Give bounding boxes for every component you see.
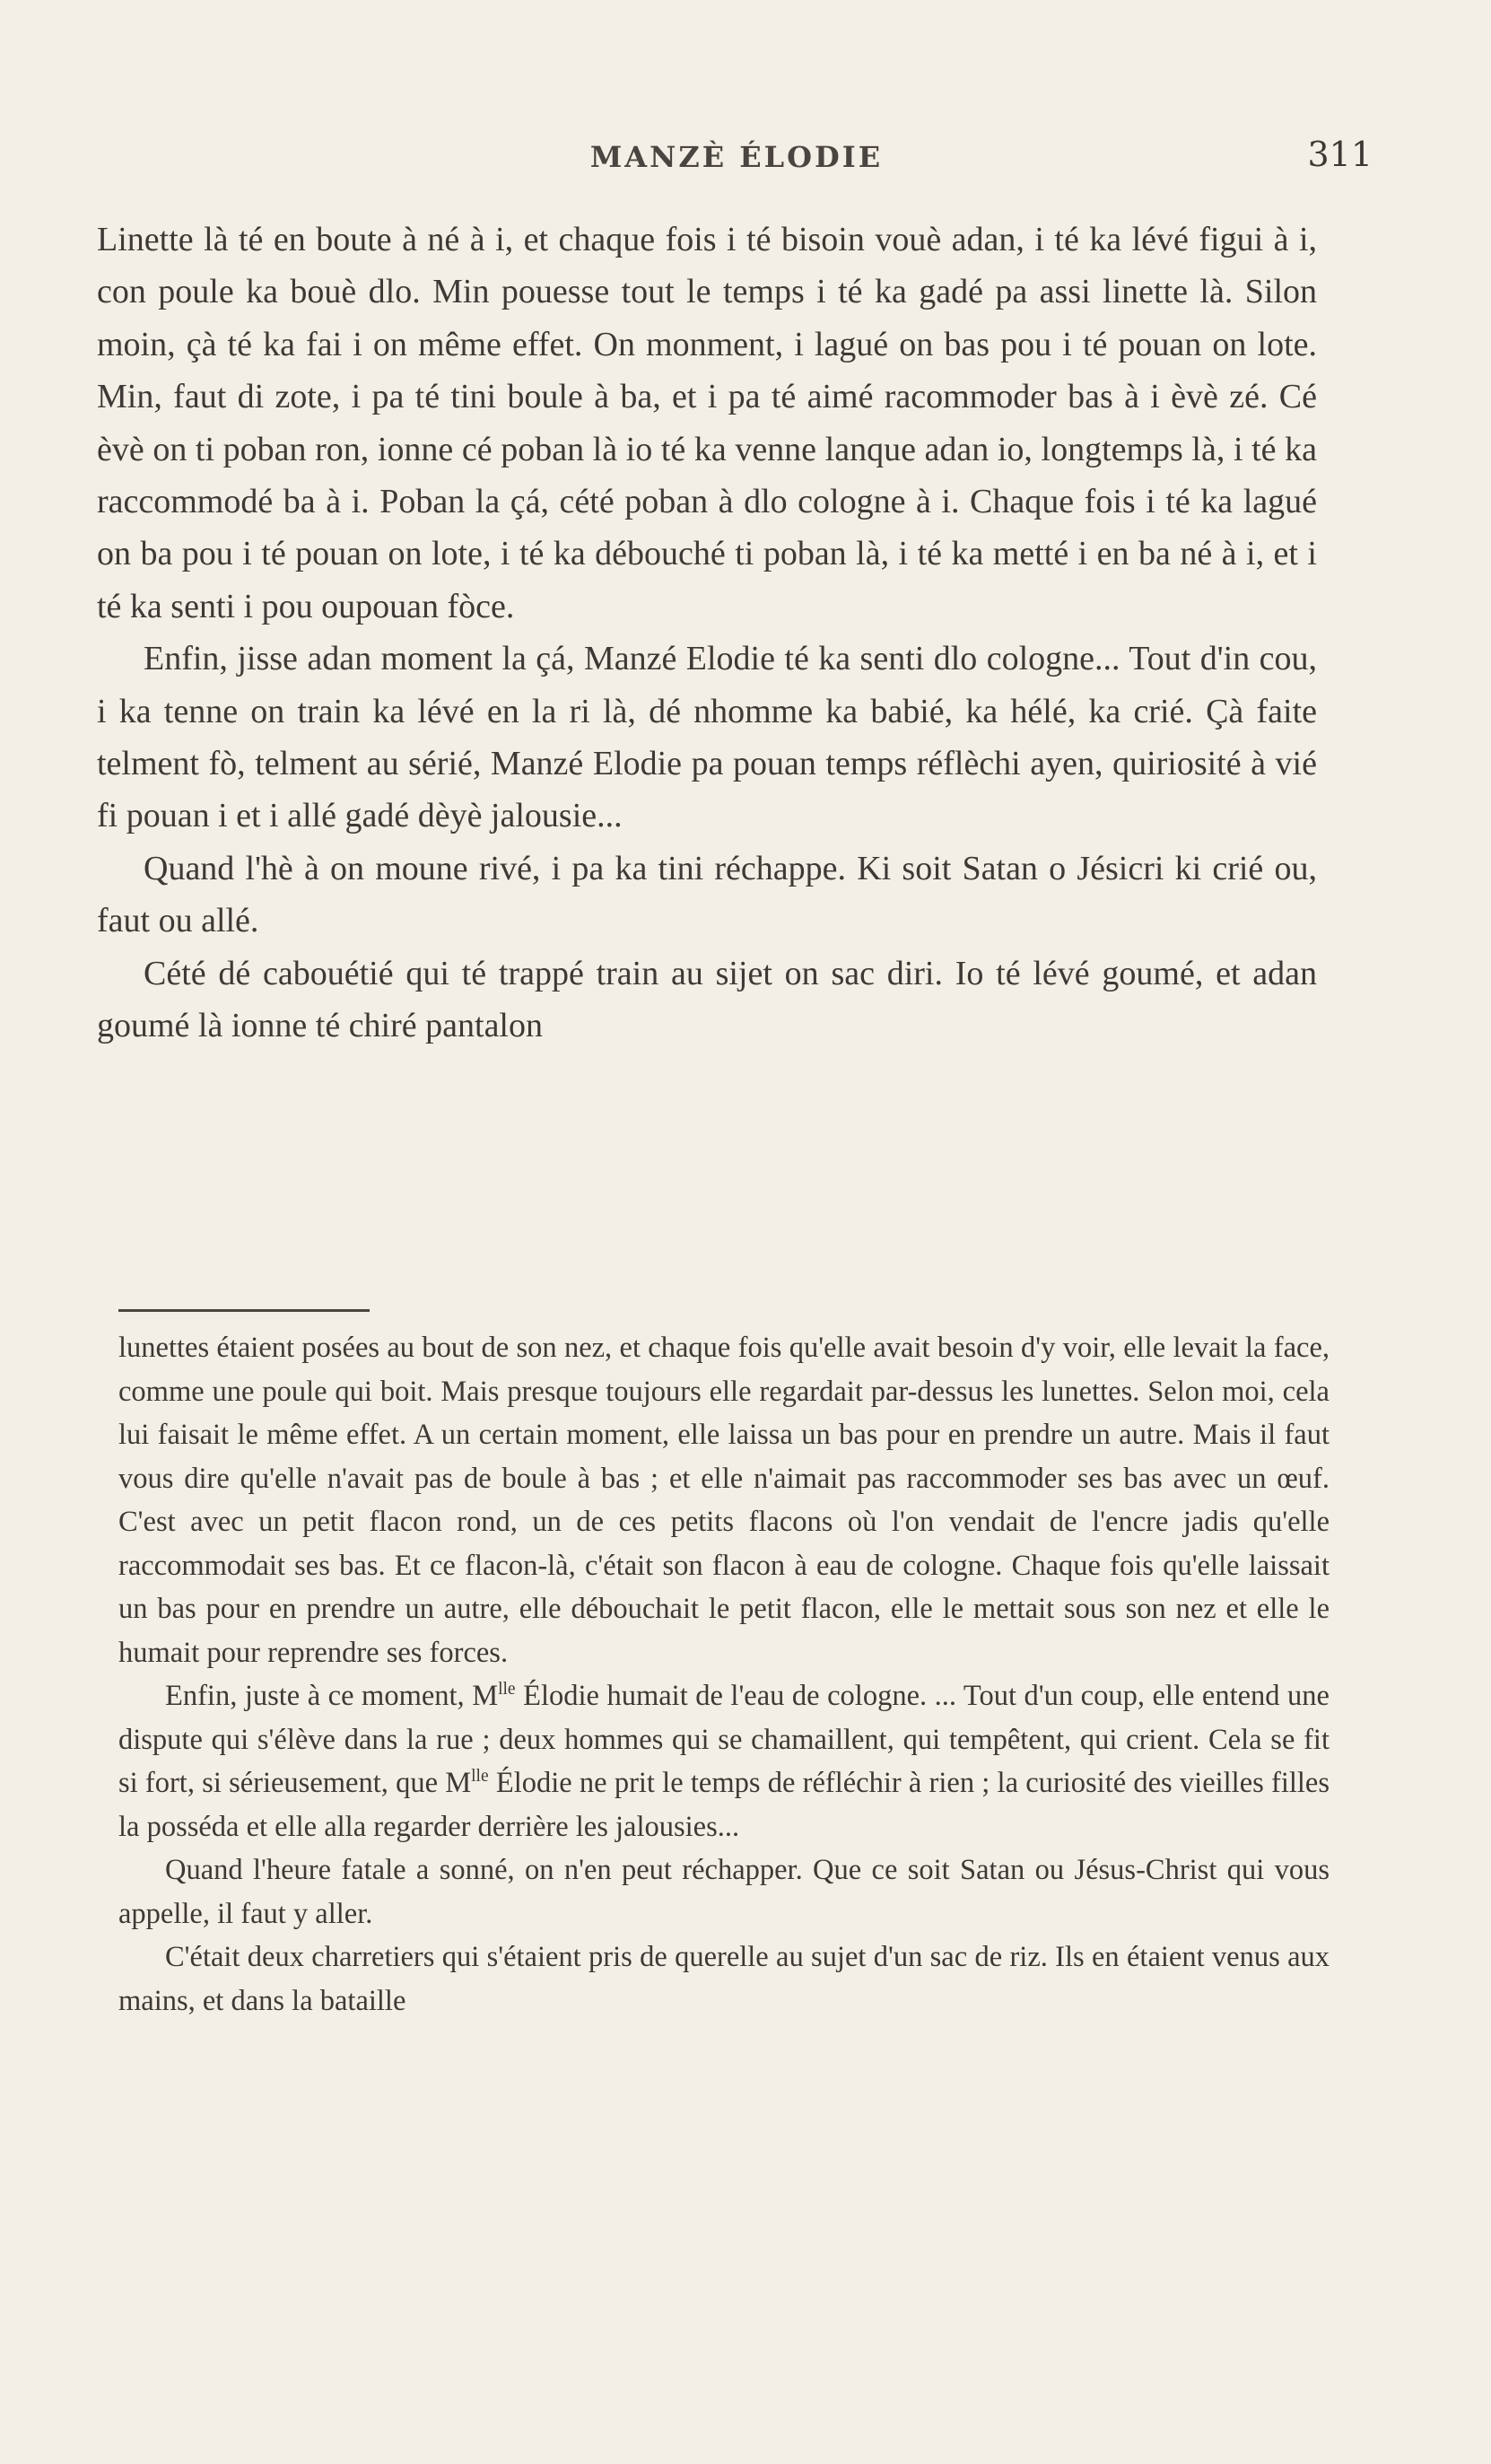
page-header <box>90 135 1383 188</box>
translation-fragment: Élodie humait de l'eau de cologne. ... Tout d'un coup, elle entend une dispute qui s'élève dans la rue ; deux hommes qui se chamaillent, qui tempêtent, qui crient. Cela se fit si fort, si sérieusement, que M <box>118 1680 1330 1799</box>
translation-paragraph: C'était deux charretiers qui s'étaient pris de querelle au sujet d'un sac de riz. Ils en étaient venus aux mains, et dans la bataille <box>118 1941 1330 2017</box>
french-translation <box>118 1326 1330 2023</box>
superscript-lle: lle <box>471 1767 489 1787</box>
footnote-divider <box>118 1309 370 1312</box>
translation-paragraph <box>118 1674 1330 1848</box>
creole-paragraph: Cété dé cabouétié qui té trappé train au sijet on sac diri. Io té lévé goumé, et adan goumé là ionne té chiré pantalon <box>97 954 1317 1045</box>
running-head: MANZÈ ÉLODIE <box>589 140 884 174</box>
page-number: 311 <box>1307 135 1373 174</box>
creole-text <box>97 214 1317 1053</box>
creole-paragraph: Quand l'hè à on moune rivé, i pa ka tini réchappe. Ki soit Satan o Jésicri ki crié ou, faut ou allé. <box>97 849 1317 940</box>
creole-paragraph: Enfin, jisse adan moment la çá, Manzé Elodie té ka senti dlo cologne... Tout d'in cou, i ka tenne on train ka lévé en la ri là, dé nhomme ka babié, ka hélé, ka crié. Çà faite telment fò, telment au sérié, Manzé Elodie pa pouan temps réflèchi ayen, quiriosité à vié fi pouan i et i allé gadé dèyè jalousie... <box>97 640 1317 835</box>
translation-fragment: Enfin, juste à ce moment, M <box>165 1680 499 1712</box>
translation-fragment: Élodie ne prit le temps de réfléchir à rien ; la curiosité des vieilles filles la posséda et elle alla regarder derrière les jalousies... <box>118 1767 1330 1843</box>
superscript-lle: lle <box>498 1680 516 1699</box>
creole-paragraph: Linette là té en boute à né à i, et chaque fois i té bisoin vouè adan, i té ka lévé figui à i, con poule ka bouè dlo. Min pouesse tout le temps i té ka gadé pa assi linette là. Silon moin, çà té ka fai i on même effet. On monment, i lagué on bas pou i té pouan on lote. Min, faut di zote, i pa té tini boule à ba, et i pa té aimé racommoder bas à i èvè zé. Cé èvè on ti poban ron, ionne cé poban là io té ka venne lanque adan io, longtemps là, i té ka raccommodé ba à i. Poban la çá, cété poban à dlo cologne à i. Chaque fois i té ka lagué on ba pou i té pouan on lote, i té ka débouché ti poban là, i té ka metté i en ba né à i, et i té ka senti i pou oupouan fòce. <box>97 221 1317 625</box>
translation-paragraph: Quand l'heure fatale a sonné, on n'en peut réchapper. Que ce soit Satan ou Jésus-Christ qui vous appelle, il faut y aller. <box>118 1854 1330 1930</box>
translation-paragraph: lunettes étaient posées au bout de son nez, et chaque fois qu'elle avait besoin d'y voir, elle levait la face, comme une poule qui boit. Mais presque toujours elle regardait par-dessus les lunettes. Selon moi, cela lui faisait le même effet. A un certain moment, elle laissa un bas pour en prendre un autre. Mais il faut vous dire qu'elle n'avait pas de boule à bas ; et elle n'aimait pas raccommoder ses bas avec un œuf. C'est avec un petit flacon rond, un de ces petits flacons où l'on vendait de l'encre jadis qu'elle raccommodait ses bas. Et ce flacon-là, c'était son flacon à eau de cologne. Chaque fois qu'elle laissait un bas pour en prendre un autre, elle débouchait le petit flacon, elle le mettait sous son nez et elle le humait pour reprendre ses forces. <box>118 1332 1330 1669</box>
